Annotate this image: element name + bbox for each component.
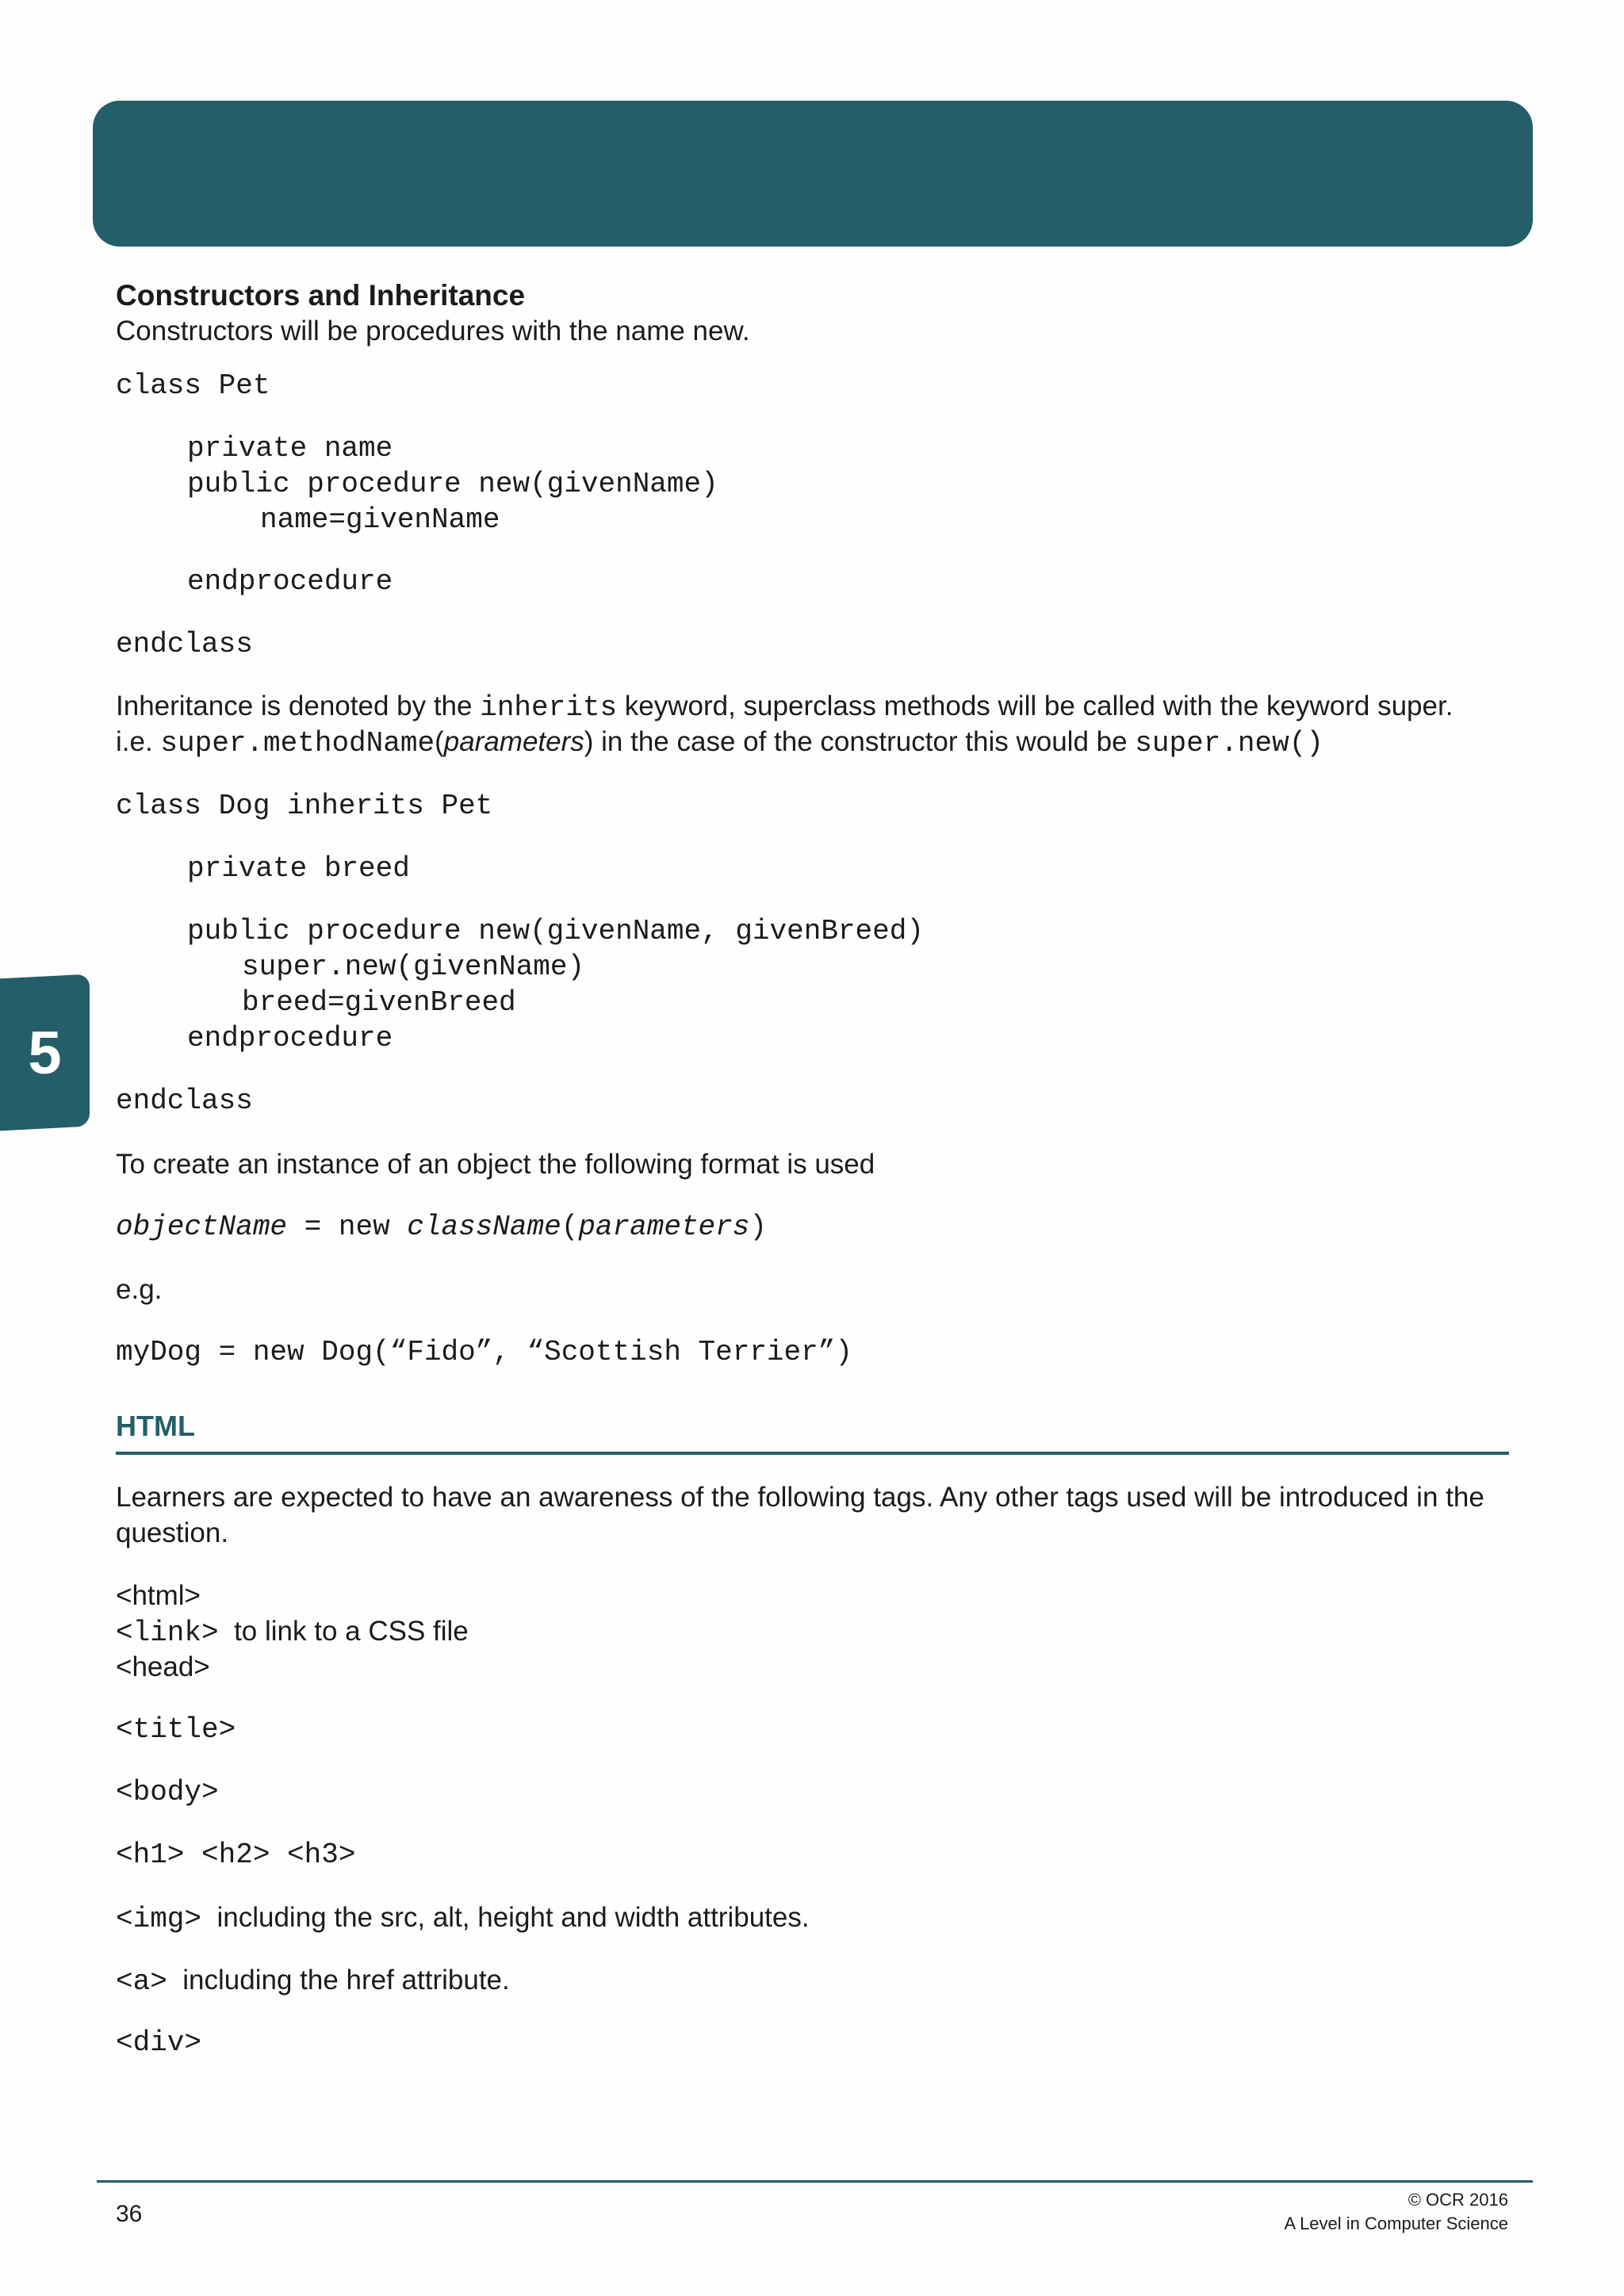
code-line: class Pet xyxy=(116,369,270,402)
tag-body: <body> xyxy=(116,1776,219,1808)
code-line: private breed xyxy=(187,852,410,885)
html-section-heading: HTML xyxy=(116,1408,1509,1455)
html-intro-line1: Learners are expected to have an awareness of the following tags. Any other tags used will be introduced in the xyxy=(116,1482,1484,1513)
inline-code: inherits xyxy=(480,691,618,724)
code-line: public procedure new(givenName) xyxy=(187,468,718,500)
code-line: private name xyxy=(187,432,393,465)
tag-a: <a> including the href attribute. xyxy=(116,1965,510,1998)
code-line: endprocedure xyxy=(187,1022,393,1054)
eg-label: e.g. xyxy=(116,1274,163,1305)
section-number: 5 xyxy=(28,1019,62,1087)
tag-head: <head> xyxy=(116,1651,210,1682)
tag-link: <link> to link to a CSS file xyxy=(116,1616,469,1649)
tag-headings: <h1> <h2> <h3> xyxy=(116,1839,356,1871)
code-line: public procedure new(givenName, givenBreed) xyxy=(187,915,924,947)
footer-title: A Level in Computer Science xyxy=(1284,2214,1508,2233)
footer-divider xyxy=(97,2180,1533,2183)
inline-code: super.new() xyxy=(1135,727,1323,760)
code-line: class Dog inherits Pet xyxy=(116,790,493,822)
instance-example: myDog = new Dog(“Fido”, “Scottish Terrier”) xyxy=(116,1336,852,1368)
code-line: endclass xyxy=(116,1085,253,1117)
code-line: breed=givenBreed xyxy=(242,986,516,1019)
instance-format: objectName = new className(parameters) xyxy=(116,1211,767,1243)
code-line: super.new(givenName) xyxy=(242,951,585,983)
constructors-intro: Constructors will be procedures with the name new. xyxy=(116,316,750,346)
tag-title: <title> xyxy=(116,1713,236,1746)
inline-code: super.methodName xyxy=(160,727,435,760)
code-line: endprocedure xyxy=(187,565,393,598)
tag-html: <html> xyxy=(116,1580,201,1611)
page-number: 36 xyxy=(116,2201,143,2227)
code-line: name=givenName xyxy=(260,503,500,536)
copyright-text: © OCR 2016 xyxy=(1408,2190,1508,2210)
html-intro-line2: question. xyxy=(116,1517,229,1548)
tag-img: <img> including the src, alt, height and width attributes. xyxy=(116,1902,810,1935)
header-banner xyxy=(93,101,1533,247)
tag-div: <div> xyxy=(116,2026,202,2059)
instance-intro: To create an instance of an object the following format is used xyxy=(116,1149,875,1180)
section-heading: Constructors and Inheritance xyxy=(116,279,526,312)
code-line: endclass xyxy=(116,628,253,660)
inheritance-paragraph-line2: i.e. super.methodName(parameters) in the case of the constructor this would be super.new() xyxy=(116,726,1323,760)
inheritance-paragraph-line1: Inheritance is denoted by the inherits keyword, superclass methods will be called with the keyword super. xyxy=(116,691,1454,724)
footer-info xyxy=(1285,2188,1509,2236)
